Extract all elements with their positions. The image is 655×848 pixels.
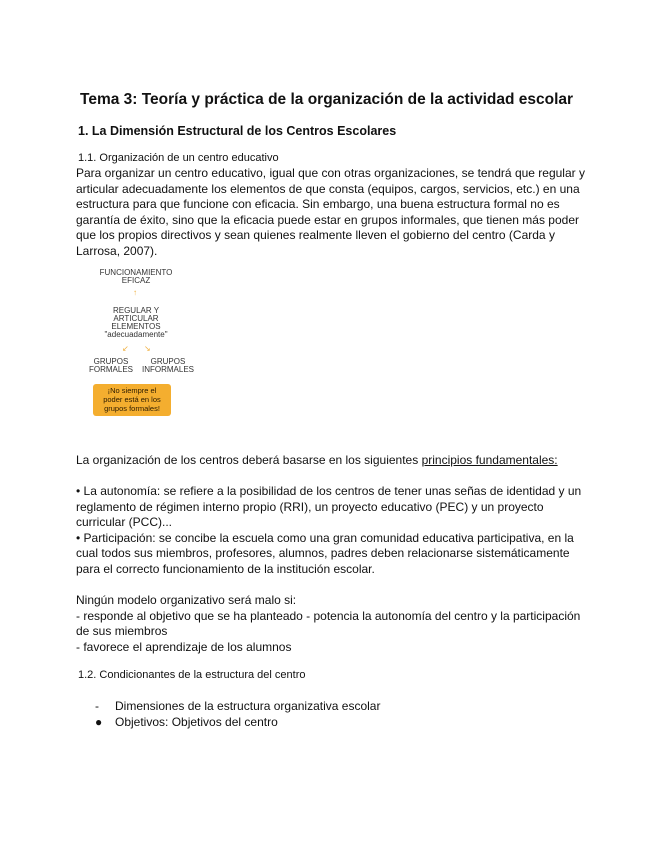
diagram-top-node (96, 269, 176, 285)
document-title: Tema 3: Teoría y práctica de la organización de la actividad escolar (80, 91, 574, 108)
arrow-up-icon: ↑ (133, 288, 137, 297)
principle-line: reglamento de régimen interno propio (RRI), un proyecto educativo (PEC) y un proyecto (76, 499, 544, 514)
diagram-left-node (86, 358, 136, 374)
subsection-heading: 1.2. Condicionantes de la estructura del centro (78, 669, 306, 681)
list-item (92, 715, 380, 731)
principles-intro-text: La organización de los centros deberá basarse en los siguientes (76, 453, 422, 467)
principles-paragraph (76, 484, 581, 578)
diagram-text: ELEMENTOS (111, 322, 161, 331)
model-line: - responde al objetivo que se ha planteado - potencia la autonomía del centro y la participación (76, 608, 581, 623)
diagram-text: FUNCIONAMIENTO (99, 268, 173, 277)
model-line: Ningún modelo organizativo será malo si: (76, 593, 297, 607)
conditions-list (92, 699, 380, 730)
arrow-left-icon: ↙ (122, 344, 129, 353)
principles-intro (76, 453, 581, 469)
list-marker: ● (95, 714, 103, 729)
list-item-text: Dimensiones de la estructura organizativa escolar (115, 699, 381, 713)
subsection-heading: 1.1. Organización de un centro educativo (78, 152, 279, 164)
diagram-text: GRUPOS (93, 357, 129, 366)
principles-link: principios fundamentales: (421, 453, 558, 467)
paragraph-line: Para organizar un centro educativo, igual que con otras organizaciones, se tendrá que regular y (76, 166, 585, 180)
diagram-middle-node (96, 307, 176, 339)
principle-line: • La autonomía: se refiere a la posibilidad de los centros de tener unas señas de identidad y un (76, 484, 582, 498)
model-paragraph (76, 593, 581, 655)
principle-line: • Participación: se concibe la escuela como una gran comunidad educativa participativa, en la (76, 530, 574, 545)
diagram-text: EFICAZ (121, 276, 151, 285)
diagram-note (93, 384, 171, 416)
diagram-right-node (140, 358, 196, 374)
paragraph-line: garantía de éxito, sino que la eficacia puede estar en grupos informales, que tienen más poder (76, 212, 579, 227)
arrow-right-icon: ↘ (144, 344, 151, 353)
list-marker: - (95, 699, 99, 713)
section-heading: 1. La Dimensión Estructural de los Centros Escolares (78, 124, 397, 138)
diagram-text: REGULAR Y (112, 306, 160, 315)
diagram-text: "adecuadamente" (104, 330, 168, 339)
list-item (92, 699, 380, 715)
diagram-text: GRUPOS (150, 357, 186, 366)
principle-line: cual todos sus miembros, profesores, alumnos, padres deben relacionarse sistemáticamente (76, 546, 570, 561)
principles-intro-line (76, 453, 581, 469)
organization-diagram (80, 266, 220, 424)
intro-paragraph (76, 166, 585, 260)
principle-line: curricular (PCC)... (76, 515, 173, 530)
diagram-note-text: grupos formales! (104, 404, 160, 413)
paragraph-line: Larrosa, 2007). (76, 243, 158, 258)
list-item-text: Objetivos: Objetivos del centro (115, 714, 278, 729)
diagram-note-text: ¡No siempre el (107, 386, 157, 395)
paragraph-line: que los propios directivos y sean quienes realmente lleven el gobierno del centro (Carda y (76, 228, 555, 243)
diagram-text: ARTICULAR (113, 314, 159, 323)
model-line: - favorece el aprendizaje de los alumnos (76, 639, 292, 654)
diagram-note-text: poder está en los (103, 395, 161, 404)
diagram-text: FORMALES (88, 365, 133, 374)
model-line: de sus miembros (76, 624, 168, 639)
diagram-text: INFORMALES (141, 365, 194, 374)
paragraph-line: estructura para que funcione con eficacia. Sin embargo, una buena estructura formal no es (76, 197, 560, 212)
principle-line: para el correcto funcionamiento de la institución escolar. (76, 561, 375, 576)
paragraph-line: articular adecuadamente los elementos de que consta (equipos, cargos, servicios, etc.) en una (76, 181, 580, 196)
